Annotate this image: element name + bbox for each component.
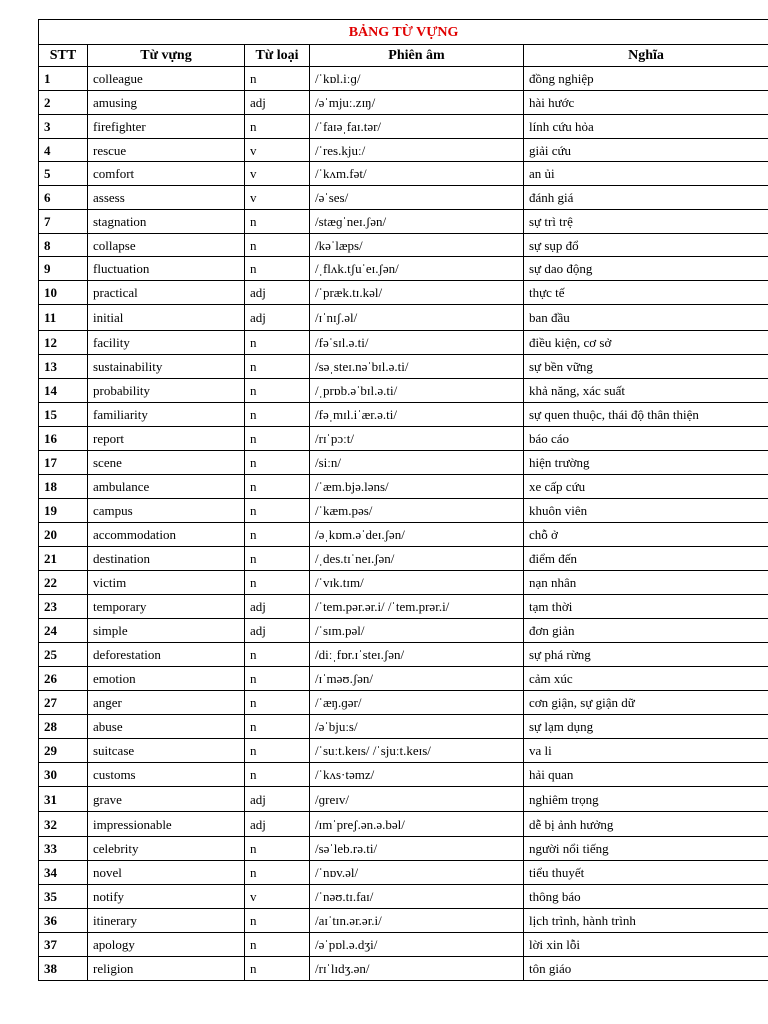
table-row bbox=[39, 595, 768, 619]
cell-word-type: n bbox=[245, 715, 310, 739]
cell-stt: 27 bbox=[39, 691, 88, 715]
cell-pronunciation: /ˈsuːt.keɪs/ /ˈsjuːt.keɪs/ bbox=[310, 739, 524, 763]
cell-pronunciation: /fəˌmɪl.iˈær.ə.ti/ bbox=[310, 403, 524, 427]
cell-stt: 36 bbox=[39, 909, 88, 933]
cell-pronunciation: /səˈleb.rə.ti/ bbox=[310, 837, 524, 861]
cell-pronunciation: /ˈæm.bjə.ləns/ bbox=[310, 475, 524, 499]
cell-word: scene bbox=[88, 451, 245, 475]
cell-stt: 19 bbox=[39, 499, 88, 523]
cell-word: temporary bbox=[88, 595, 245, 619]
cell-word-type: adj bbox=[245, 812, 310, 837]
cell-word: assess bbox=[88, 186, 245, 210]
table-row bbox=[39, 427, 768, 451]
cell-word: firefighter bbox=[88, 115, 245, 139]
table-row bbox=[39, 355, 768, 379]
cell-pronunciation: /ˌprɒb.əˈbɪl.ə.ti/ bbox=[310, 379, 524, 403]
table-row bbox=[39, 547, 768, 571]
cell-word: itinerary bbox=[88, 909, 245, 933]
header-meaning: Nghĩa bbox=[524, 45, 768, 67]
cell-stt: 1 bbox=[39, 67, 88, 91]
cell-word: campus bbox=[88, 499, 245, 523]
table-row bbox=[39, 139, 768, 162]
cell-word: religion bbox=[88, 957, 245, 981]
cell-stt: 15 bbox=[39, 403, 88, 427]
cell-meaning: điểm đến bbox=[524, 547, 768, 571]
cell-stt: 31 bbox=[39, 787, 88, 812]
cell-pronunciation: /ˌflʌk.tʃuˈeɪ.ʃən/ bbox=[310, 257, 524, 281]
cell-word-type: n bbox=[245, 957, 310, 981]
table-row bbox=[39, 571, 768, 595]
cell-meaning: nạn nhân bbox=[524, 571, 768, 595]
cell-meaning: lịch trình, hành trình bbox=[524, 909, 768, 933]
cell-pronunciation: /ˈæŋ.ɡər/ bbox=[310, 691, 524, 715]
cell-pronunciation: /stæɡˈneɪ.ʃən/ bbox=[310, 210, 524, 234]
cell-stt: 2 bbox=[39, 91, 88, 115]
cell-pronunciation: /əˌkɒm.əˈdeɪ.ʃən/ bbox=[310, 523, 524, 547]
cell-pronunciation: /fəˈsɪl.ə.ti/ bbox=[310, 331, 524, 355]
cell-word: suitcase bbox=[88, 739, 245, 763]
table-row bbox=[39, 91, 768, 115]
cell-meaning: đơn giản bbox=[524, 619, 768, 643]
cell-meaning: sự phá rừng bbox=[524, 643, 768, 667]
cell-meaning: lời xin lỗi bbox=[524, 933, 768, 957]
table-row bbox=[39, 691, 768, 715]
cell-word: amusing bbox=[88, 91, 245, 115]
table-row bbox=[39, 933, 768, 957]
cell-pronunciation: /ˈpræk.tɪ.kəl/ bbox=[310, 281, 524, 305]
header-stt: STT bbox=[39, 45, 88, 67]
cell-word-type: n bbox=[245, 234, 310, 257]
cell-meaning: chỗ ở bbox=[524, 523, 768, 547]
cell-word-type: adj bbox=[245, 281, 310, 305]
cell-stt: 3 bbox=[39, 115, 88, 139]
cell-word: comfort bbox=[88, 162, 245, 186]
cell-word-type: n bbox=[245, 403, 310, 427]
cell-word-type: n bbox=[245, 909, 310, 933]
cell-word-type: n bbox=[245, 763, 310, 787]
cell-stt: 29 bbox=[39, 739, 88, 763]
header-word: Từ vựng bbox=[88, 45, 245, 67]
table-row bbox=[39, 451, 768, 475]
cell-word: anger bbox=[88, 691, 245, 715]
header-word-type: Từ loại bbox=[245, 45, 310, 67]
cell-meaning: khả năng, xác suất bbox=[524, 379, 768, 403]
cell-meaning: sự quen thuộc, thái độ thân thiện bbox=[524, 403, 768, 427]
cell-stt: 30 bbox=[39, 763, 88, 787]
cell-meaning: người nổi tiếng bbox=[524, 837, 768, 861]
cell-word: novel bbox=[88, 861, 245, 885]
cell-word-type: n bbox=[245, 475, 310, 499]
table-row bbox=[39, 234, 768, 257]
cell-word-type: v bbox=[245, 162, 310, 186]
table-row bbox=[39, 281, 768, 305]
cell-word: victim bbox=[88, 571, 245, 595]
table-row bbox=[39, 787, 768, 812]
cell-word: customs bbox=[88, 763, 245, 787]
cell-stt: 7 bbox=[39, 210, 88, 234]
cell-word-type: n bbox=[245, 210, 310, 234]
cell-word-type: n bbox=[245, 523, 310, 547]
cell-pronunciation: /ɪmˈpreʃ.ən.ə.bəl/ bbox=[310, 812, 524, 837]
cell-pronunciation: /kəˈlæps/ bbox=[310, 234, 524, 257]
cell-word-type: n bbox=[245, 331, 310, 355]
table-row bbox=[39, 885, 768, 909]
cell-meaning: xe cấp cứu bbox=[524, 475, 768, 499]
cell-word: impressionable bbox=[88, 812, 245, 837]
table-row bbox=[39, 643, 768, 667]
cell-pronunciation: /aɪˈtɪn.ər.ər.i/ bbox=[310, 909, 524, 933]
cell-pronunciation: /ˈtem.pər.ər.i/ /ˈtem.prər.i/ bbox=[310, 595, 524, 619]
table-row bbox=[39, 957, 768, 981]
cell-word: facility bbox=[88, 331, 245, 355]
cell-stt: 33 bbox=[39, 837, 88, 861]
cell-stt: 34 bbox=[39, 861, 88, 885]
table-row bbox=[39, 379, 768, 403]
cell-word: sustainability bbox=[88, 355, 245, 379]
cell-pronunciation: /ˈkæm.pəs/ bbox=[310, 499, 524, 523]
cell-word-type: n bbox=[245, 933, 310, 957]
cell-word-type: n bbox=[245, 739, 310, 763]
cell-pronunciation: /rɪˈpɔːt/ bbox=[310, 427, 524, 451]
cell-stt: 4 bbox=[39, 139, 88, 162]
cell-word: initial bbox=[88, 305, 245, 331]
cell-meaning: ban đầu bbox=[524, 305, 768, 331]
cell-meaning: va li bbox=[524, 739, 768, 763]
table-body bbox=[39, 67, 768, 981]
cell-word: abuse bbox=[88, 715, 245, 739]
cell-word-type: n bbox=[245, 355, 310, 379]
cell-stt: 35 bbox=[39, 885, 88, 909]
cell-word: fluctuation bbox=[88, 257, 245, 281]
vocabulary-table bbox=[38, 19, 768, 981]
cell-meaning: báo cáo bbox=[524, 427, 768, 451]
cell-word-type: adj bbox=[245, 595, 310, 619]
cell-pronunciation: /ˈkɒl.iːɡ/ bbox=[310, 67, 524, 91]
cell-stt: 9 bbox=[39, 257, 88, 281]
cell-meaning: thông báo bbox=[524, 885, 768, 909]
cell-meaning: cảm xúc bbox=[524, 667, 768, 691]
cell-meaning: dễ bị ảnh hưởng bbox=[524, 812, 768, 837]
cell-stt: 28 bbox=[39, 715, 88, 739]
vocabulary-document bbox=[38, 19, 768, 981]
cell-pronunciation: /ˈkʌs·təmz/ bbox=[310, 763, 524, 787]
cell-meaning: hiện trường bbox=[524, 451, 768, 475]
table-row bbox=[39, 619, 768, 643]
cell-word: practical bbox=[88, 281, 245, 305]
table-row bbox=[39, 186, 768, 210]
cell-pronunciation: /ˈkʌm.fət/ bbox=[310, 162, 524, 186]
table-row bbox=[39, 403, 768, 427]
cell-stt: 38 bbox=[39, 957, 88, 981]
cell-word-type: v bbox=[245, 139, 310, 162]
cell-meaning: giải cứu bbox=[524, 139, 768, 162]
cell-word-type: n bbox=[245, 691, 310, 715]
header-pronunciation: Phiên âm bbox=[310, 45, 524, 67]
cell-word: notify bbox=[88, 885, 245, 909]
cell-stt: 23 bbox=[39, 595, 88, 619]
cell-meaning: lính cứu hỏa bbox=[524, 115, 768, 139]
table-row bbox=[39, 162, 768, 186]
cell-word: ambulance bbox=[88, 475, 245, 499]
cell-word: simple bbox=[88, 619, 245, 643]
cell-stt: 21 bbox=[39, 547, 88, 571]
cell-word: rescue bbox=[88, 139, 245, 162]
cell-word: apology bbox=[88, 933, 245, 957]
cell-pronunciation: /ɡreɪv/ bbox=[310, 787, 524, 812]
cell-meaning: sự dao động bbox=[524, 257, 768, 281]
cell-word-type: adj bbox=[245, 305, 310, 331]
cell-stt: 13 bbox=[39, 355, 88, 379]
cell-pronunciation: /ˈvɪk.tɪm/ bbox=[310, 571, 524, 595]
cell-meaning: an ủi bbox=[524, 162, 768, 186]
cell-stt: 22 bbox=[39, 571, 88, 595]
table-row bbox=[39, 305, 768, 331]
table-row bbox=[39, 523, 768, 547]
cell-pronunciation: /əˈpɒl.ə.dʒi/ bbox=[310, 933, 524, 957]
cell-pronunciation: /ˈnɒv.əl/ bbox=[310, 861, 524, 885]
cell-word: deforestation bbox=[88, 643, 245, 667]
cell-pronunciation: /səˌsteɪ.nəˈbɪl.ə.ti/ bbox=[310, 355, 524, 379]
cell-word: colleague bbox=[88, 67, 245, 91]
cell-stt: 10 bbox=[39, 281, 88, 305]
cell-stt: 37 bbox=[39, 933, 88, 957]
cell-stt: 17 bbox=[39, 451, 88, 475]
cell-word-type: adj bbox=[245, 787, 310, 812]
cell-word-type: n bbox=[245, 379, 310, 403]
table-row bbox=[39, 67, 768, 91]
table-row bbox=[39, 257, 768, 281]
cell-word-type: n bbox=[245, 427, 310, 451]
cell-word-type: adj bbox=[245, 91, 310, 115]
cell-pronunciation: /rɪˈlɪdʒ.ən/ bbox=[310, 957, 524, 981]
table-row bbox=[39, 861, 768, 885]
table-row bbox=[39, 739, 768, 763]
cell-word-type: n bbox=[245, 571, 310, 595]
table-row bbox=[39, 499, 768, 523]
cell-meaning: nghiêm trọng bbox=[524, 787, 768, 812]
cell-stt: 18 bbox=[39, 475, 88, 499]
table-row bbox=[39, 837, 768, 861]
cell-word: accommodation bbox=[88, 523, 245, 547]
cell-word: familiarity bbox=[88, 403, 245, 427]
cell-word: grave bbox=[88, 787, 245, 812]
cell-meaning: sự sụp đổ bbox=[524, 234, 768, 257]
cell-stt: 20 bbox=[39, 523, 88, 547]
cell-meaning: hải quan bbox=[524, 763, 768, 787]
cell-word-type: n bbox=[245, 643, 310, 667]
cell-stt: 25 bbox=[39, 643, 88, 667]
cell-stt: 11 bbox=[39, 305, 88, 331]
table-row bbox=[39, 115, 768, 139]
cell-word-type: n bbox=[245, 499, 310, 523]
cell-stt: 26 bbox=[39, 667, 88, 691]
cell-pronunciation: /ɪˈməʊ.ʃən/ bbox=[310, 667, 524, 691]
table-row bbox=[39, 667, 768, 691]
table-row bbox=[39, 210, 768, 234]
cell-meaning: tôn giáo bbox=[524, 957, 768, 981]
cell-stt: 6 bbox=[39, 186, 88, 210]
table-row bbox=[39, 763, 768, 787]
cell-word-type: n bbox=[245, 451, 310, 475]
cell-meaning: đánh giá bbox=[524, 186, 768, 210]
table-row bbox=[39, 715, 768, 739]
cell-pronunciation: /əˈmjuː.zɪŋ/ bbox=[310, 91, 524, 115]
table-header-row bbox=[39, 45, 768, 67]
cell-word: report bbox=[88, 427, 245, 451]
cell-meaning: tạm thời bbox=[524, 595, 768, 619]
cell-pronunciation: /ˈsɪm.pəl/ bbox=[310, 619, 524, 643]
cell-pronunciation: /ˈres.kjuː/ bbox=[310, 139, 524, 162]
table-title: BẢNG TỪ VỰNG bbox=[39, 20, 768, 45]
cell-word-type: v bbox=[245, 885, 310, 909]
cell-stt: 8 bbox=[39, 234, 88, 257]
cell-meaning: sự trì trệ bbox=[524, 210, 768, 234]
cell-word-type: n bbox=[245, 547, 310, 571]
cell-stt: 12 bbox=[39, 331, 88, 355]
table-row bbox=[39, 909, 768, 933]
cell-stt: 14 bbox=[39, 379, 88, 403]
cell-word: collapse bbox=[88, 234, 245, 257]
cell-pronunciation: /siːn/ bbox=[310, 451, 524, 475]
cell-meaning: khuôn viên bbox=[524, 499, 768, 523]
table-title-row bbox=[39, 20, 768, 45]
cell-pronunciation: /ɪˈnɪʃ.əl/ bbox=[310, 305, 524, 331]
cell-stt: 5 bbox=[39, 162, 88, 186]
cell-stt: 24 bbox=[39, 619, 88, 643]
cell-word-type: n bbox=[245, 115, 310, 139]
cell-pronunciation: /ˈnəʊ.tɪ.faɪ/ bbox=[310, 885, 524, 909]
cell-meaning: hài hước bbox=[524, 91, 768, 115]
cell-word-type: n bbox=[245, 67, 310, 91]
cell-meaning: điều kiện, cơ sở bbox=[524, 331, 768, 355]
cell-meaning: thực tế bbox=[524, 281, 768, 305]
table-row bbox=[39, 331, 768, 355]
cell-pronunciation: /əˈbjuːs/ bbox=[310, 715, 524, 739]
cell-pronunciation: /əˈses/ bbox=[310, 186, 524, 210]
cell-word-type: n bbox=[245, 861, 310, 885]
cell-pronunciation: /ˈfaɪəˌfaɪ.tər/ bbox=[310, 115, 524, 139]
cell-pronunciation: /ˌdes.tɪˈneɪ.ʃən/ bbox=[310, 547, 524, 571]
cell-word: emotion bbox=[88, 667, 245, 691]
cell-meaning: tiểu thuyết bbox=[524, 861, 768, 885]
cell-word: celebrity bbox=[88, 837, 245, 861]
cell-meaning: sự lạm dụng bbox=[524, 715, 768, 739]
cell-word: probability bbox=[88, 379, 245, 403]
cell-stt: 32 bbox=[39, 812, 88, 837]
cell-pronunciation: /diːˌfɒr.ɪˈsteɪ.ʃən/ bbox=[310, 643, 524, 667]
cell-stt: 16 bbox=[39, 427, 88, 451]
cell-word-type: n bbox=[245, 837, 310, 861]
cell-word-type: v bbox=[245, 186, 310, 210]
cell-word-type: adj bbox=[245, 619, 310, 643]
table-row bbox=[39, 812, 768, 837]
cell-meaning: đồng nghiệp bbox=[524, 67, 768, 91]
cell-word: stagnation bbox=[88, 210, 245, 234]
table-row bbox=[39, 475, 768, 499]
cell-meaning: sự bền vững bbox=[524, 355, 768, 379]
cell-meaning: cơn giận, sự giận dữ bbox=[524, 691, 768, 715]
cell-word-type: n bbox=[245, 257, 310, 281]
cell-word-type: n bbox=[245, 667, 310, 691]
cell-word: destination bbox=[88, 547, 245, 571]
